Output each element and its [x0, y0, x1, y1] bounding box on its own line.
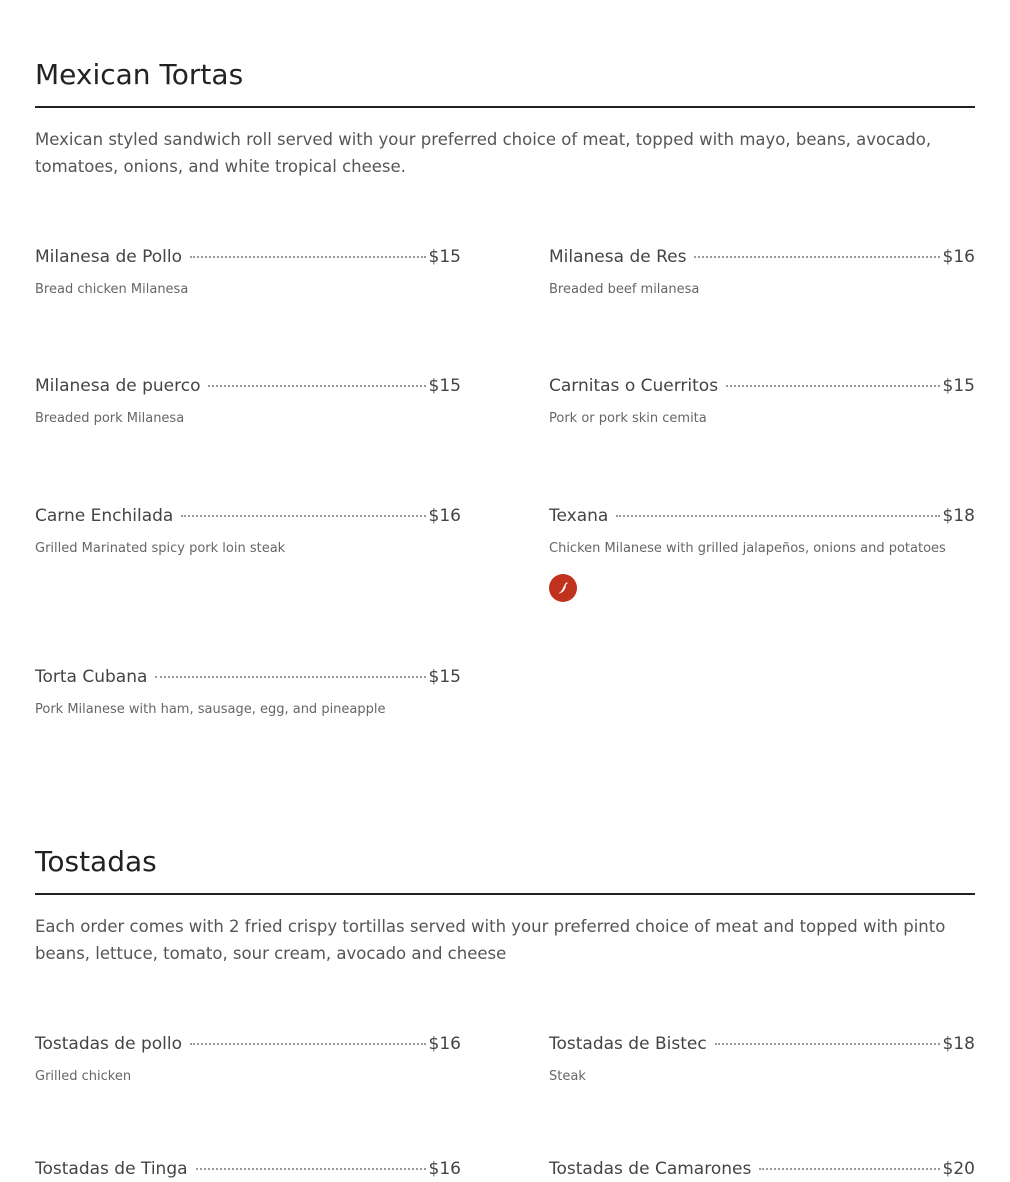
menu-item[interactable]: [549, 373, 975, 428]
menu-item-price: $15: [428, 667, 461, 687]
menu-item[interactable]: [35, 1156, 461, 1182]
menu-item-header: [35, 664, 461, 690]
menu-item-name: Torta Cubana: [35, 667, 148, 687]
menu-item-description: Bread chicken Milanesa: [35, 282, 189, 297]
menu-item[interactable]: [35, 373, 461, 428]
menu-item-price: $16: [428, 506, 461, 526]
menu-item[interactable]: [549, 1156, 975, 1182]
menu-item-name: Texana: [549, 506, 609, 526]
menu-item-price: $16: [942, 247, 975, 267]
menu-item-name: Tostadas de Tinga: [35, 1159, 188, 1179]
menu-item-header: [549, 503, 975, 529]
section-description: Each order comes with 2 fried crispy tortillas served with your preferred choice of meat and topped with pinto beans, lettuce, tomato, sour cream, avocado and cheese: [35, 917, 946, 963]
dot-leader: [694, 256, 939, 258]
menu-item-description: Breaded pork Milanesa: [35, 411, 185, 426]
dot-leader: [715, 1043, 940, 1045]
menu-item-name: Milanesa de puerco: [35, 376, 201, 396]
menu-item[interactable]: [35, 244, 461, 299]
menu-item-price: $16: [428, 1034, 461, 1054]
menu-item-name: Carnitas o Cuerritos: [549, 376, 719, 396]
menu-item-description: Breaded beef milanesa: [549, 282, 700, 297]
menu-item[interactable]: [549, 503, 975, 602]
menu-item-header: [549, 1156, 975, 1182]
section-title: Tostadas: [35, 845, 157, 878]
menu-item[interactable]: [549, 1031, 975, 1086]
menu-item-name: Milanesa de Res: [549, 247, 687, 267]
menu-item-name: Tostadas de pollo: [35, 1034, 182, 1054]
menu-item-description: Grilled chicken: [35, 1069, 132, 1084]
dot-leader: [155, 676, 425, 678]
menu-item-description: Pork Milanese with ham, sausage, egg, and pineapple: [35, 702, 386, 717]
chili-pepper-icon: [549, 574, 577, 602]
menu-item-name: Tostadas de Bistec: [549, 1034, 707, 1054]
dot-leader: [616, 515, 939, 517]
menu-item-header: [35, 373, 461, 399]
menu-item-name: Milanesa de Pollo: [35, 247, 182, 267]
menu-item-price: $16: [428, 1159, 461, 1179]
menu-item-price: $15: [428, 376, 461, 396]
menu-item-name: Tostadas de Camarones: [549, 1159, 752, 1179]
dot-leader: [181, 515, 425, 517]
menu-item-description: Steak: [549, 1069, 586, 1084]
menu-item-header: [35, 503, 461, 529]
dot-leader: [726, 385, 939, 387]
menu-item-header: [35, 1156, 461, 1182]
menu-item-price: $15: [942, 376, 975, 396]
dot-leader: [196, 1168, 426, 1170]
menu-item-price: $18: [942, 506, 975, 526]
menu-item[interactable]: [35, 664, 461, 719]
menu-item-header: [35, 244, 461, 270]
dot-leader: [190, 1043, 426, 1045]
menu-item-name: Carne Enchilada: [35, 506, 174, 526]
section-divider: [35, 106, 975, 108]
menu-item-header: [549, 244, 975, 270]
dot-leader: [190, 256, 426, 258]
menu-item-price: $20: [942, 1159, 975, 1179]
menu-item-header: [549, 1031, 975, 1057]
section-description: Mexican styled sandwich roll served with your preferred choice of meat, topped with mayo, beans, avocado, tomatoes, onions, and white tropical cheese.: [35, 130, 932, 176]
menu-item-description: Pork or pork skin cemita: [549, 411, 707, 426]
menu-item[interactable]: [549, 244, 975, 299]
menu-item[interactable]: [35, 1031, 461, 1086]
menu-item-description: Grilled Marinated spicy pork loin steak: [35, 541, 286, 556]
menu-item-price: $18: [942, 1034, 975, 1054]
menu-item-description: Chicken Milanese with grilled jalapeños, onions and potatoes: [549, 541, 946, 556]
section-divider: [35, 893, 975, 895]
section-title: Mexican Tortas: [35, 58, 244, 91]
dot-leader: [208, 385, 425, 387]
menu-item[interactable]: [35, 503, 461, 558]
menu-item-price: $15: [428, 247, 461, 267]
dot-leader: [759, 1168, 939, 1170]
menu-item-header: [35, 1031, 461, 1057]
menu-item-header: [549, 373, 975, 399]
